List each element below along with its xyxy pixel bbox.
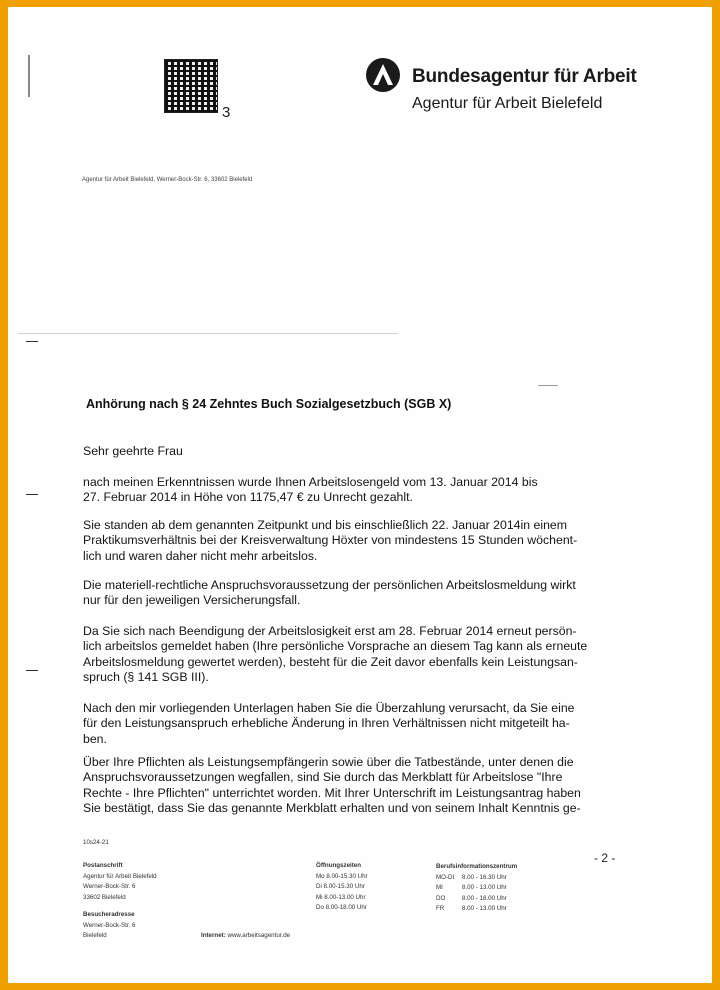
postal-address: Postanschrift Agentur für Arbeit Bielefeld Werner-Bock-Str. 6 33602 Bielefeld bbox=[83, 862, 157, 901]
paragraph: Über Ihre Pflichten als Leistungsempfängerin sowie über die Tatbestände, unter denen die Anspruchsvoraussetzungen wegfallen, sind Sie durch das Merkblatt für Arbeitslose "Ihre Rechte - Ihre Pflichten" unterrichtet worden. Mit Ihrer Unterschrift im Leistungsantrag haben Sie bestätigt, dass Sie das genannte Merkblatt erhalten und von seinem Inhalt Kenntnis ge- bbox=[83, 755, 581, 815]
opening-hours: Öffnungszeiten Mo 8.00-15.30 Uhr Di 8.00-15.30 Uhr Mi 8.00-13.00 Uhr Do 8.00-18.00 Uhr bbox=[316, 862, 368, 911]
paragraph: nach meinen Erkenntnissen wurde Ihnen Arbeitslosengeld vom 13. Januar 2014 bis 27. Februar 2014 in Höhe von 1175,47 € zu Unrecht gezahlt. bbox=[83, 475, 538, 505]
staple-mark bbox=[28, 55, 30, 97]
page-number: - 2 - bbox=[594, 851, 616, 865]
return-address: Agentur für Arbeit Bielefeld, Werner-Bock-Str. 6, 33602 Bielefeld bbox=[82, 177, 253, 183]
form-code: 10s24-21 bbox=[83, 839, 109, 846]
agency-name: Bundesagentur für Arbeit bbox=[412, 66, 637, 87]
datamatrix-barcode bbox=[165, 60, 217, 112]
scan-artifact bbox=[18, 333, 398, 334]
paragraph: Nach den mir vorliegenden Unterlagen haben Sie die Überzahlung verursacht, da Sie eine für den Leistungsanspruch erhebliche Änderung in Ihren Verhältnissen nicht mitgeteilt ha- ben. bbox=[83, 701, 575, 746]
letter-subject: Anhörung nach § 24 Zehntes Buch Sozialgesetzbuch (SGB X) bbox=[86, 397, 452, 411]
paragraph: Sie standen ab dem genannten Zeitpunkt und bis einschließlich 22. Januar 2014in einem Praktikumsverhältnis bei der Kreisverwaltung Höxter von mindestens 15 Stunden wöchent- lich und waren daher nicht mehr arbeitslos. bbox=[83, 518, 578, 563]
fold-mark bbox=[26, 494, 38, 495]
punch-mark bbox=[26, 670, 38, 671]
agency-logo-icon bbox=[366, 58, 400, 92]
salutation: Sehr geehrte Frau bbox=[83, 444, 183, 458]
barcode-number: 3 bbox=[222, 104, 231, 121]
agency-branch: Agentur für Arbeit Bielefeld bbox=[412, 95, 603, 112]
fold-mark bbox=[26, 341, 38, 342]
scan-artifact bbox=[538, 385, 558, 386]
visitor-address: Besucheradresse Werner-Bock-Str. 6 Bielefeld bbox=[83, 911, 136, 939]
letter-page bbox=[8, 7, 712, 983]
paragraph: Da Sie sich nach Beendigung der Arbeitslosigkeit erst am 28. Februar 2014 erneut persön- lich arbeitslos gemeldet haben (Ihre persönliche Vorsprache an diesem Tag kann als erneute Arbeitslosmeldung gewertet werden), besteht für die Zeit davor ebenfalls kein Leistungsan- spruch (§ 141 SGB III). bbox=[83, 624, 588, 684]
paragraph: Die materiell-rechtliche Anspruchsvoraussetzung der persönlichen Arbeitslosmeldung wirkt nur für den jeweiligen Versicherungsfall. bbox=[83, 578, 576, 608]
biz-opening-hours: Berufsinformationszentrum MO-DI 8.00 - 16.30 Uhr MI 8.00 - 13.00 Uhr DO 8.00 - 18.00 Uhr FR 8.00 - 13.00 Uhr bbox=[436, 863, 518, 912]
internet-address: Internet: www.arbeitsagentur.de bbox=[201, 932, 291, 939]
